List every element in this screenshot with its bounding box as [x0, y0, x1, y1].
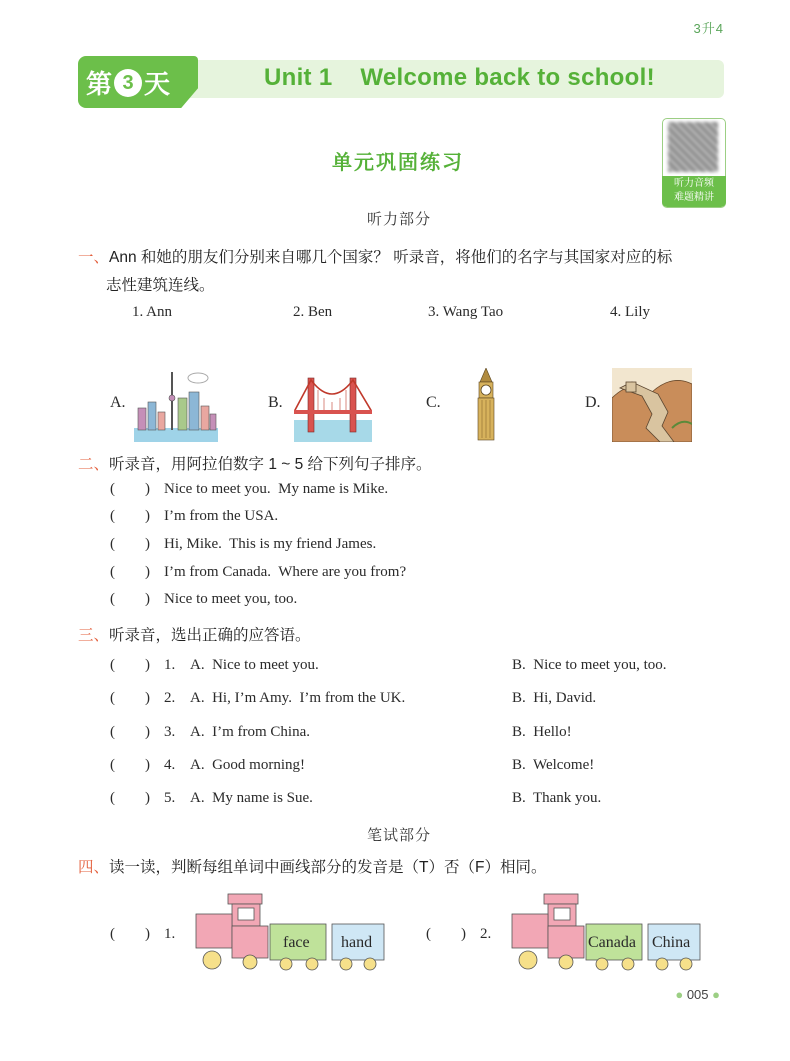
option-b: B. Hi, David. — [512, 690, 597, 706]
option-a: A. My name is Sue. — [190, 790, 313, 806]
option-a-label: A. — [110, 394, 126, 411]
day-suffix: 天 — [144, 69, 171, 99]
option-b: B. Hello! — [512, 724, 572, 740]
city-skyline-icon — [134, 368, 218, 442]
question-2-heading — [78, 451, 432, 479]
clock-tower-icon — [474, 368, 498, 442]
name-lily: 4. Lily — [610, 304, 650, 320]
listening-heading: 听力部分 — [367, 211, 432, 228]
answer-blank[interactable]: ( ) — [110, 790, 150, 806]
option-a: A. Hi, I’m Amy. I’m from the UK. — [190, 690, 406, 706]
word-hand: hand — [341, 934, 373, 951]
question-1-heading — [78, 244, 672, 272]
answer-blank[interactable]: ( ) — [110, 536, 150, 552]
sentence-3: Hi, Mike. This is my friend James. — [164, 536, 377, 552]
item-number: 5. — [164, 790, 176, 806]
option-b: B. Welcome! — [512, 757, 595, 773]
qr-code-icon[interactable] — [668, 122, 718, 172]
item-number: 1. — [164, 657, 176, 673]
qr-label-line1: 听力音频 — [674, 178, 714, 189]
sentence-4: I’m from Canada. Where are you from? — [164, 564, 407, 580]
sentence-2: I’m from the USA. — [164, 508, 279, 524]
question-2-number: 二、 — [78, 456, 110, 473]
answer-blank[interactable]: ( ) — [110, 724, 150, 740]
word-china: China — [652, 934, 691, 951]
option-b-label: B. — [268, 394, 283, 411]
question-3-number: 三、 — [78, 627, 110, 644]
day-label — [86, 64, 170, 101]
great-wall-icon — [612, 368, 692, 442]
writing-heading: 笔试部分 — [367, 827, 432, 844]
word-canada: Canada — [588, 934, 636, 951]
sentence-5: Nice to meet you, too. — [164, 591, 298, 607]
question-1-text-line1: Ann 和她的朋友们分别来自哪几个国家？ 听录音，将他们的名字与其国家对应的标 — [109, 249, 673, 266]
option-b: B. Nice to meet you, too. — [512, 657, 667, 673]
option-c-label: C. — [426, 394, 441, 411]
item-number: 3. — [164, 724, 176, 740]
item-number: 2. — [164, 690, 176, 706]
question-4-number: 四、 — [78, 859, 110, 876]
option-a: A. Good morning! — [190, 757, 305, 773]
day-number: 3 — [114, 69, 142, 97]
page-number: ● 005 ● — [675, 987, 720, 1002]
option-d-label: D. — [585, 394, 601, 411]
unit-title: Unit 1 Welcome back to school! — [264, 64, 655, 91]
answer-blank[interactable]: ( ) — [426, 926, 466, 942]
answer-blank[interactable]: ( ) — [110, 657, 150, 673]
option-b: B. Thank you. — [512, 790, 602, 806]
qr-label — [662, 176, 726, 207]
question-2-text: 听录音，用阿拉伯数字 1 ~ 5 给下列句子排序。 — [109, 456, 432, 473]
item-number: 2. — [480, 926, 492, 942]
item-number: 1. — [164, 926, 176, 942]
question-4-text: 读一读，判断每组单词中画线部分的发音是（T）否（F）相同。 — [109, 859, 547, 876]
question-1-text-line2: 志性建筑连线。 — [106, 277, 215, 294]
word-face: face — [283, 934, 310, 951]
question-1-number: 一、 — [78, 249, 110, 266]
question-4-heading — [78, 854, 546, 882]
option-a: A. I’m from China. — [190, 724, 310, 740]
option-a: A. Nice to meet you. — [190, 657, 319, 673]
bridge-icon — [294, 372, 372, 442]
page-number-value: 005 — [686, 987, 709, 1002]
question-3-text: 听录音，选出正确的应答语。 — [109, 627, 311, 644]
grade-label: 3升4 — [693, 21, 724, 36]
answer-blank[interactable]: ( ) — [110, 591, 150, 607]
name-ben: 2. Ben — [293, 304, 333, 320]
answer-blank[interactable]: ( ) — [110, 508, 150, 524]
answer-blank[interactable]: ( ) — [110, 690, 150, 706]
question-3-heading — [78, 622, 311, 650]
item-number: 4. — [164, 757, 176, 773]
answer-blank[interactable]: ( ) — [110, 926, 150, 942]
name-wang-tao: 3. Wang Tao — [428, 304, 504, 320]
qr-label-line2: 难题精讲 — [674, 192, 714, 203]
answer-blank[interactable]: ( ) — [110, 564, 150, 580]
answer-blank[interactable]: ( ) — [110, 481, 150, 497]
name-ann: 1. Ann — [132, 304, 173, 320]
day-prefix: 第 — [86, 69, 113, 99]
section-title: 单元巩固练习 — [332, 152, 464, 174]
answer-blank[interactable]: ( ) — [110, 757, 150, 773]
sentence-1: Nice to meet you. My name is Mike. — [164, 481, 389, 497]
